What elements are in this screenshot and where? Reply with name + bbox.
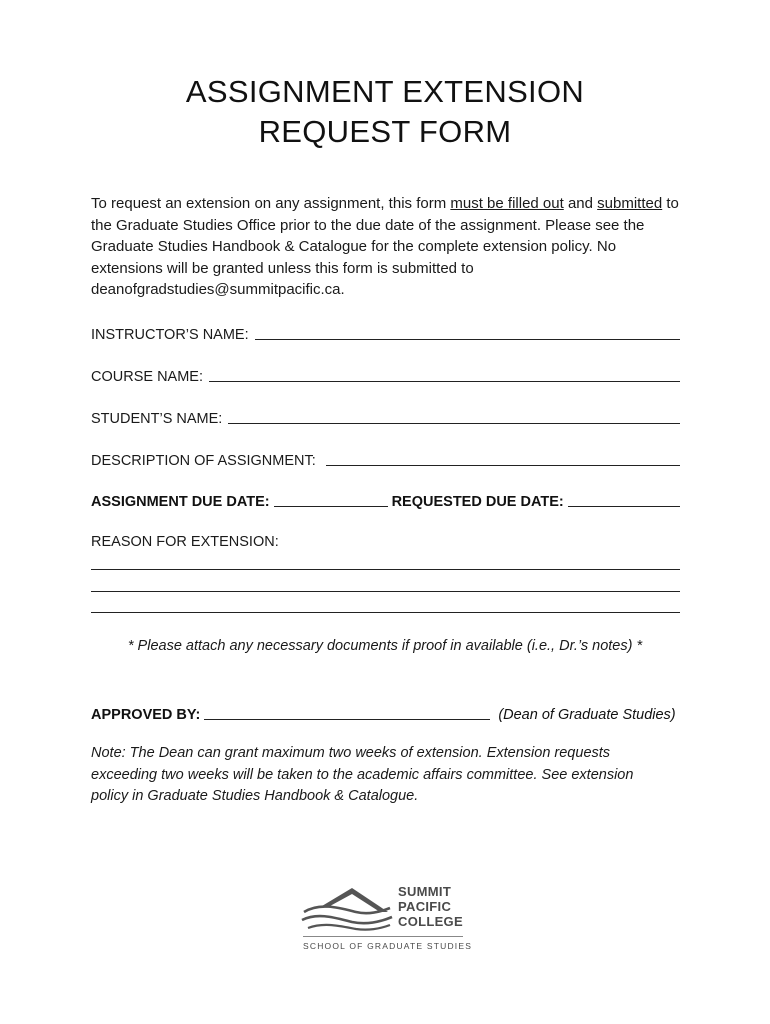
logo-line-1: SUMMIT bbox=[398, 884, 452, 899]
college-logo bbox=[300, 880, 475, 955]
logo-subtitle: SCHOOL OF GRADUATE STUDIES bbox=[303, 941, 473, 951]
assignment-description-line[interactable] bbox=[326, 465, 680, 466]
reason-label: REASON FOR EXTENSION: bbox=[91, 534, 279, 550]
assignment-due-date-label: ASSIGNMENT DUE DATE: bbox=[91, 494, 270, 510]
mountain-wave-logo-icon bbox=[300, 882, 396, 934]
approved-by-line[interactable] bbox=[204, 719, 490, 720]
title-line-1: ASSIGNMENT EXTENSION bbox=[185, 74, 585, 109]
intro-text-1: To request an extension on any assignment, this form bbox=[91, 195, 451, 212]
title-line-2: REQUEST FORM bbox=[258, 114, 512, 149]
intro-paragraph bbox=[91, 193, 691, 301]
page-title bbox=[0, 72, 770, 152]
attachment-note: * Please attach any necessary documents if proof in available (i.e., Dr.’s notes) * bbox=[127, 638, 643, 654]
reason-line-2[interactable] bbox=[91, 591, 680, 592]
instructor-name-line[interactable] bbox=[255, 339, 680, 340]
logo-wordmark bbox=[398, 884, 463, 929]
reason-line-3[interactable] bbox=[91, 612, 680, 613]
assignment-description-label: DESCRIPTION OF ASSIGNMENT: bbox=[91, 453, 316, 469]
approval-row bbox=[91, 702, 680, 724]
intro-text-3: to the Graduate Studies Office prior to the due date of the assignment. Please see the Graduate Studies Handbook & Catalogue for the complete extension policy. No extensions will be granted unless this form is submitted to deanofgradstudies@summitpacific.ca. bbox=[91, 195, 679, 298]
logo-line-3: COLLEGE bbox=[398, 914, 463, 929]
logo-divider bbox=[303, 936, 463, 937]
student-name-field[interactable] bbox=[91, 406, 680, 428]
instructor-name-label: INSTRUCTOR’S NAME: bbox=[91, 327, 249, 343]
approved-by-label: APPROVED BY: bbox=[91, 707, 201, 723]
student-name-label: STUDENT’S NAME: bbox=[91, 411, 223, 427]
intro-text-2: and bbox=[563, 195, 598, 212]
requested-due-date-line[interactable] bbox=[568, 506, 680, 507]
requested-due-date-label: REQUESTED DUE DATE: bbox=[391, 494, 564, 510]
logo-line-2: PACIFIC bbox=[398, 899, 452, 914]
instructor-name-field[interactable] bbox=[91, 322, 680, 344]
intro-underline-1: must be filled out bbox=[450, 195, 564, 212]
intro-underline-2: submitted bbox=[597, 195, 663, 212]
reason-line-1[interactable] bbox=[91, 569, 680, 570]
dates-row bbox=[91, 489, 680, 511]
approver-role: (Dean of Graduate Studies) bbox=[498, 707, 676, 723]
assignment-description-field[interactable] bbox=[91, 448, 680, 470]
student-name-line[interactable] bbox=[228, 423, 680, 424]
assignment-due-date-line[interactable] bbox=[274, 506, 388, 507]
course-name-line[interactable] bbox=[209, 381, 680, 382]
course-name-label: COURSE NAME: bbox=[91, 369, 203, 385]
dean-note: Note: The Dean can grant maximum two weeks of extension. Extension requests exceeding two weeks will be taken to the academic affairs committee. See extension policy in Graduate Studies Handbook & Catalogue. bbox=[91, 745, 634, 804]
course-name-field[interactable] bbox=[91, 364, 680, 386]
